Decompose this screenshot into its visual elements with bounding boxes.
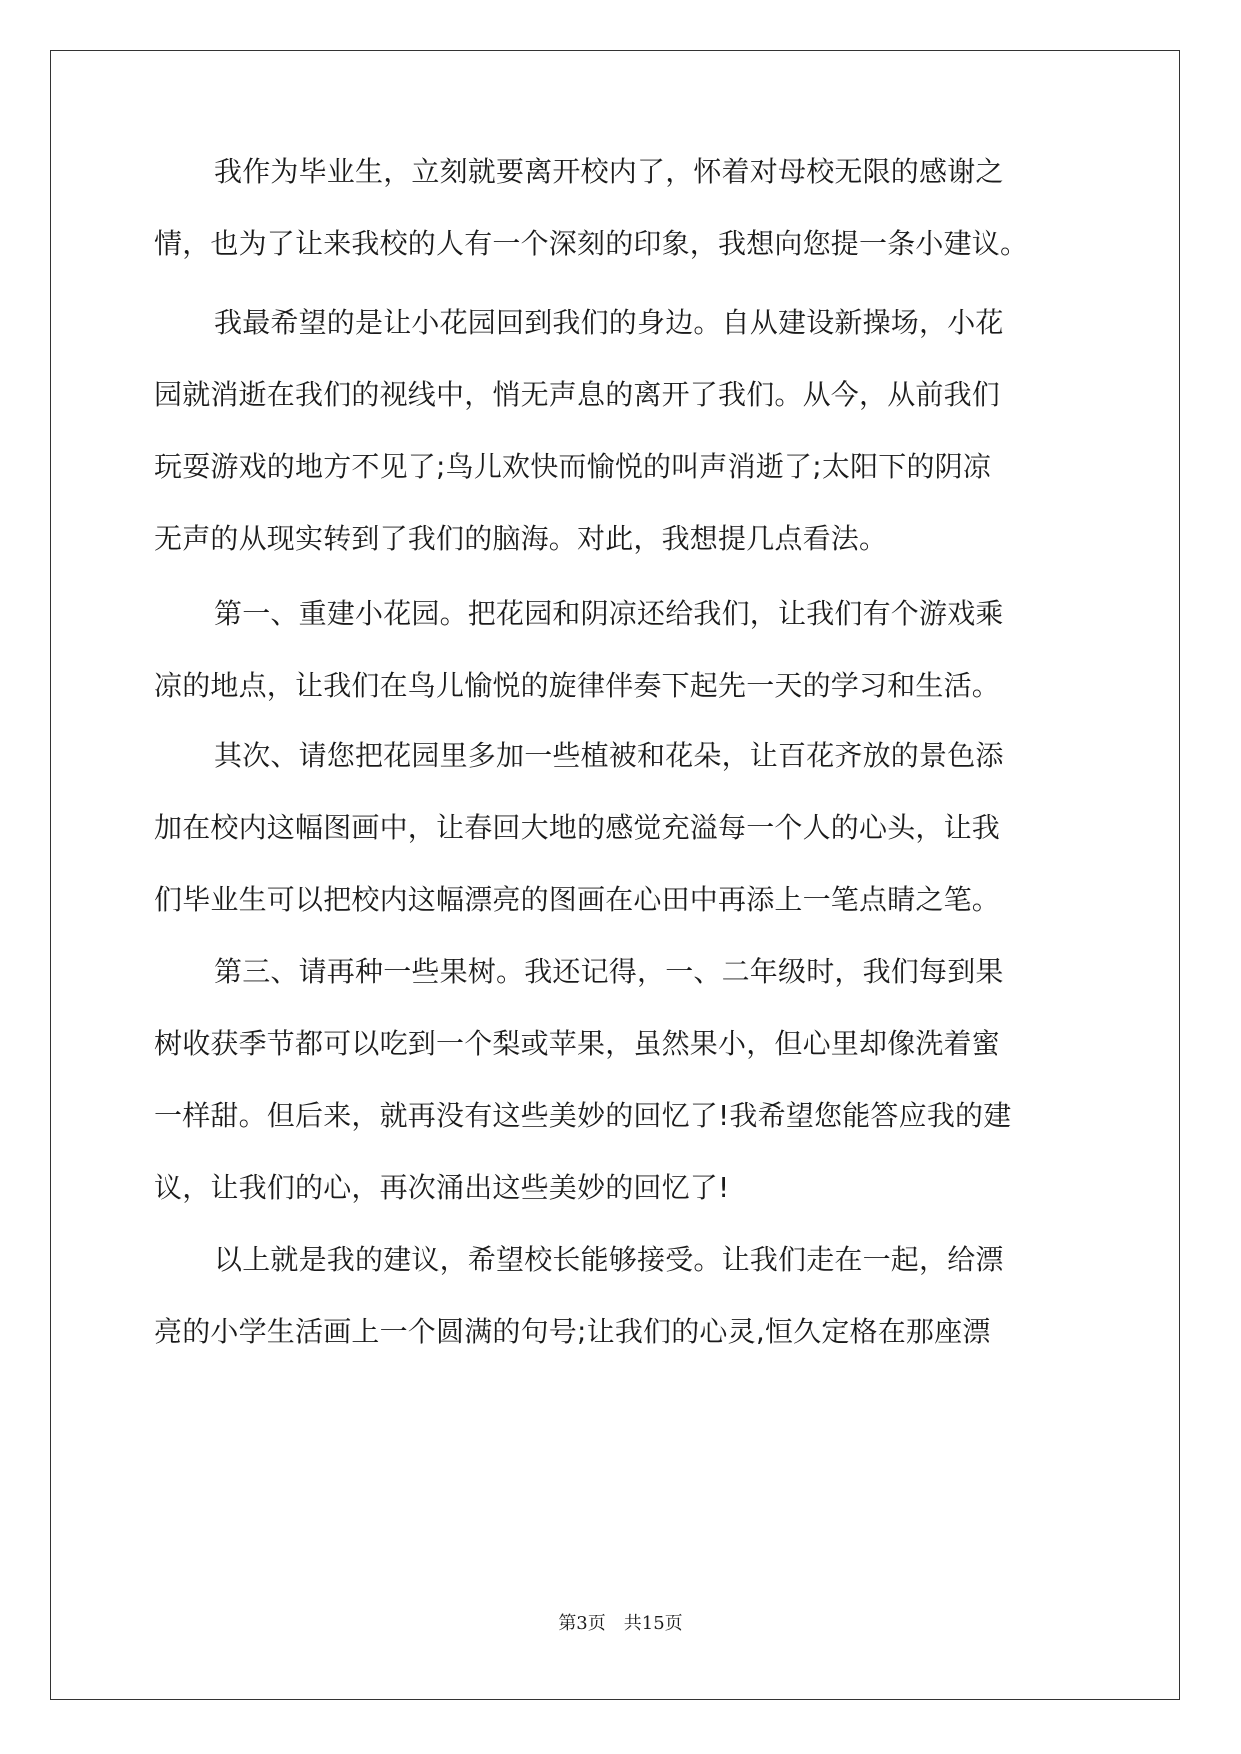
paragraph-line: 一样甜。但后来，就再没有这些美妙的回忆了!我希望您能答应我的建 <box>154 1099 1012 1132</box>
paragraph-line: 加在校内这幅图画中，让春回大地的感觉充溢每一个人的心头，让我 <box>154 811 1001 844</box>
paragraph-line: 我最希望的是让小花园回到我们的身边。自从建设新操场，小花 <box>214 306 1004 339</box>
paragraph-line: 树收获季节都可以吃到一个梨或苹果，虽然果小，但心里却像洗着蜜 <box>154 1027 1001 1060</box>
paragraph-line: 我作为毕业生，立刻就要离开校内了，怀着对母校无限的感谢之 <box>214 155 1004 188</box>
page-number-footer: 第3页 共15页 <box>558 1613 683 1634</box>
paragraph-line: 第一、重建小花园。把花园和阴凉还给我们，让我们有个游戏乘 <box>214 597 1004 630</box>
page-border <box>50 50 1180 1700</box>
paragraph-line: 议，让我们的心，再次涌出这些美妙的回忆了! <box>154 1171 730 1204</box>
paragraph-line: 亮的小学生活画上一个圆满的句号;让我们的心灵,恒久定格在那座漂 <box>154 1315 991 1348</box>
paragraph-line: 情，也为了让来我校的人有一个深刻的印象，我想向您提一条小建议。 <box>154 227 1029 260</box>
paragraph-line: 们毕业生可以把校内这幅漂亮的图画在心田中再添上一笔点睛之笔。 <box>154 883 1001 916</box>
paragraph-line: 其次、请您把花园里多加一些植被和花朵，让百花齐放的景色添 <box>214 739 1004 772</box>
paragraph-line: 园就消逝在我们的视线中，悄无声息的离开了我们。从今，从前我们 <box>154 378 1001 411</box>
paragraph-line: 无声的从现实转到了我们的脑海。对此，我想提几点看法。 <box>154 522 888 555</box>
paragraph-line: 以上就是我的建议，希望校长能够接受。让我们走在一起，给漂 <box>214 1243 1004 1276</box>
paragraph-line: 凉的地点，让我们在鸟儿愉悦的旋律伴奏下起先一天的学习和生活。 <box>154 669 1001 702</box>
paragraph-line: 玩耍游戏的地方不见了;鸟儿欢快而愉悦的叫声消逝了;太阳下的阴凉 <box>154 450 992 483</box>
paragraph-line: 第三、请再种一些果树。我还记得，一、二年级时，我们每到果 <box>214 955 1004 988</box>
